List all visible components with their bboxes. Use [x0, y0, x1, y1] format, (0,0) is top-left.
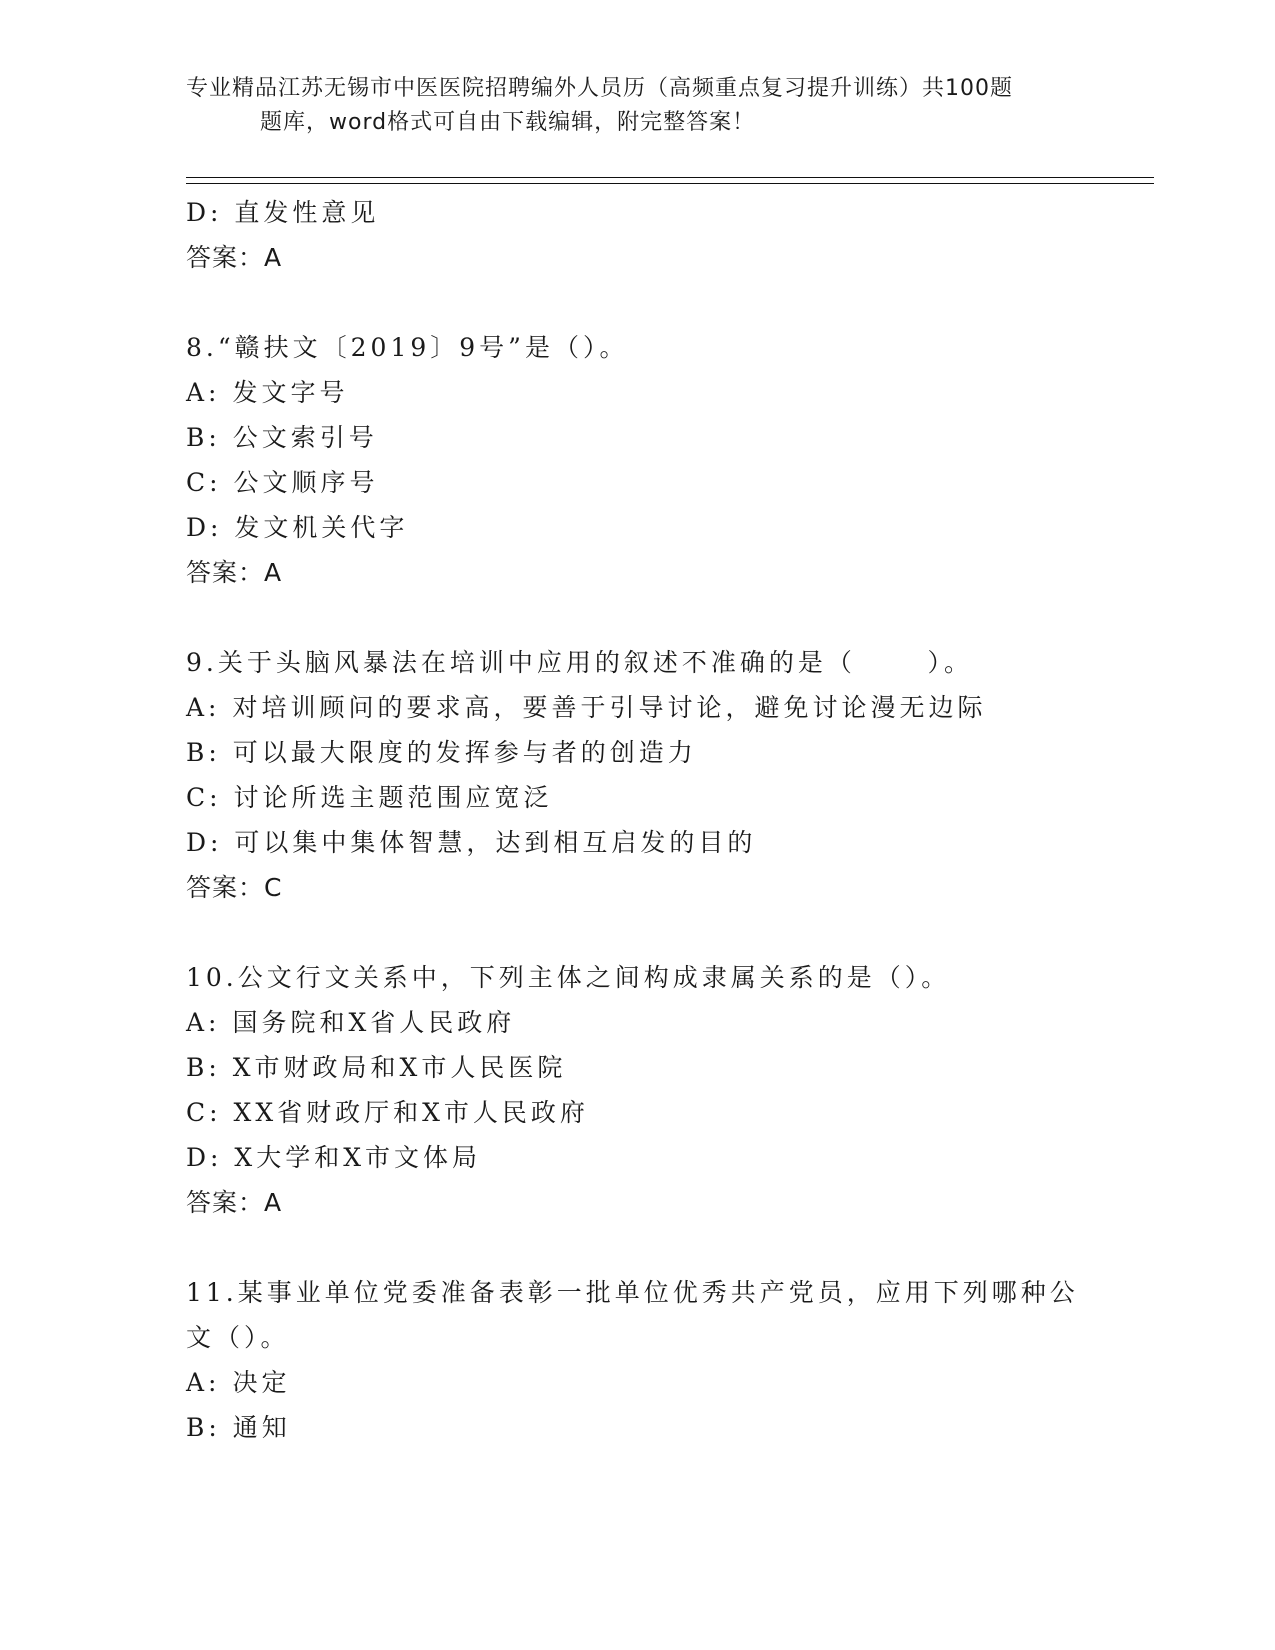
option-label: A: [186, 693, 221, 722]
header-title-line-2: 题库，word格式可自由下载编辑，附完整答案！ [260, 110, 756, 135]
option-label: D: [186, 1143, 223, 1172]
option-d [186, 820, 1086, 865]
question-block-7 [186, 190, 1086, 280]
option-c [186, 775, 1086, 820]
spacer [186, 280, 1086, 325]
option-text: X大学和X市文体局 [234, 1143, 482, 1172]
option-label: B: [186, 738, 221, 767]
option-a [186, 370, 1086, 415]
spacer [186, 1225, 1086, 1270]
option-label: C: [186, 468, 222, 497]
question-text: 10.公文行文关系中，下列主体之间构成隶属关系的是（）。 [186, 963, 951, 992]
header-divider-bottom [186, 183, 1154, 184]
option-text: X市财政局和X市人民医院 [232, 1053, 567, 1082]
option-text: 发文机关代字 [234, 513, 409, 542]
option-label: D: [186, 198, 223, 227]
option-text: 可以最大限度的发挥参与者的创造力 [232, 738, 697, 767]
option-label: C: [186, 783, 222, 812]
option-label: D: [186, 828, 223, 857]
question-text-line-1: 11.某事业单位党委准备表彰一批单位优秀共产党员，应用下列哪种公 [186, 1278, 1079, 1307]
option-text: 公文顺序号 [233, 468, 379, 497]
option-label: A: [186, 1368, 221, 1397]
header-divider-top [186, 177, 1154, 178]
option-d [186, 190, 1086, 235]
option-c [186, 1090, 1086, 1135]
answer-line: 答案：C [186, 873, 283, 902]
question-block-9 [186, 640, 1086, 910]
option-text: 国务院和X省人民政府 [232, 1008, 516, 1037]
option-b [186, 1045, 1086, 1090]
option-label: D: [186, 513, 223, 542]
option-b [186, 730, 1086, 775]
option-label: B: [186, 1053, 221, 1082]
answer-line: 答案：A [186, 1188, 283, 1217]
option-text: 公文索引号 [232, 423, 378, 452]
page-header [186, 72, 1086, 140]
question-text: 9.关于头脑风暴法在培训中应用的叙述不准确的是（ ）。 [186, 648, 974, 677]
option-a [186, 1000, 1086, 1045]
option-text: 直发性意见 [234, 198, 380, 227]
option-text: XX省财政厅和X市人民政府 [233, 1098, 589, 1127]
answer-line: 答案：A [186, 243, 283, 272]
option-label: A: [186, 378, 221, 407]
option-b [186, 415, 1086, 460]
question-block-8 [186, 325, 1086, 595]
option-a [186, 1360, 1086, 1405]
option-text: 讨论所选主题范围应宽泛 [233, 783, 553, 812]
question-list [186, 190, 1086, 1450]
option-text: 可以集中集体智慧，达到相互启发的目的 [234, 828, 757, 857]
header-title-line-1: 专业精品江苏无锡市中医医院招聘编外人员历（高频重点复习提升训练）共100题 [186, 76, 1013, 101]
question-text-line-2: 文（）。 [186, 1323, 290, 1352]
option-text: 发文字号 [232, 378, 349, 407]
option-a [186, 685, 1086, 730]
option-c [186, 460, 1086, 505]
option-text: 决定 [232, 1368, 291, 1397]
option-label: B: [186, 423, 221, 452]
answer-line: 答案：A [186, 558, 283, 587]
question-block-11 [186, 1270, 1086, 1450]
question-block-10 [186, 955, 1086, 1225]
question-text: 8.“赣扶文〔2019〕9号”是（）。 [186, 333, 629, 362]
option-text: 通知 [232, 1413, 291, 1442]
option-d [186, 1135, 1086, 1180]
spacer [186, 595, 1086, 640]
option-label: A: [186, 1008, 221, 1037]
option-label: C: [186, 1098, 222, 1127]
spacer [186, 910, 1086, 955]
option-d [186, 505, 1086, 550]
option-text: 对培训顾问的要求高，要善于引导讨论，避免讨论漫无边际 [232, 693, 987, 722]
option-label: B: [186, 1413, 221, 1442]
option-b [186, 1405, 1086, 1450]
